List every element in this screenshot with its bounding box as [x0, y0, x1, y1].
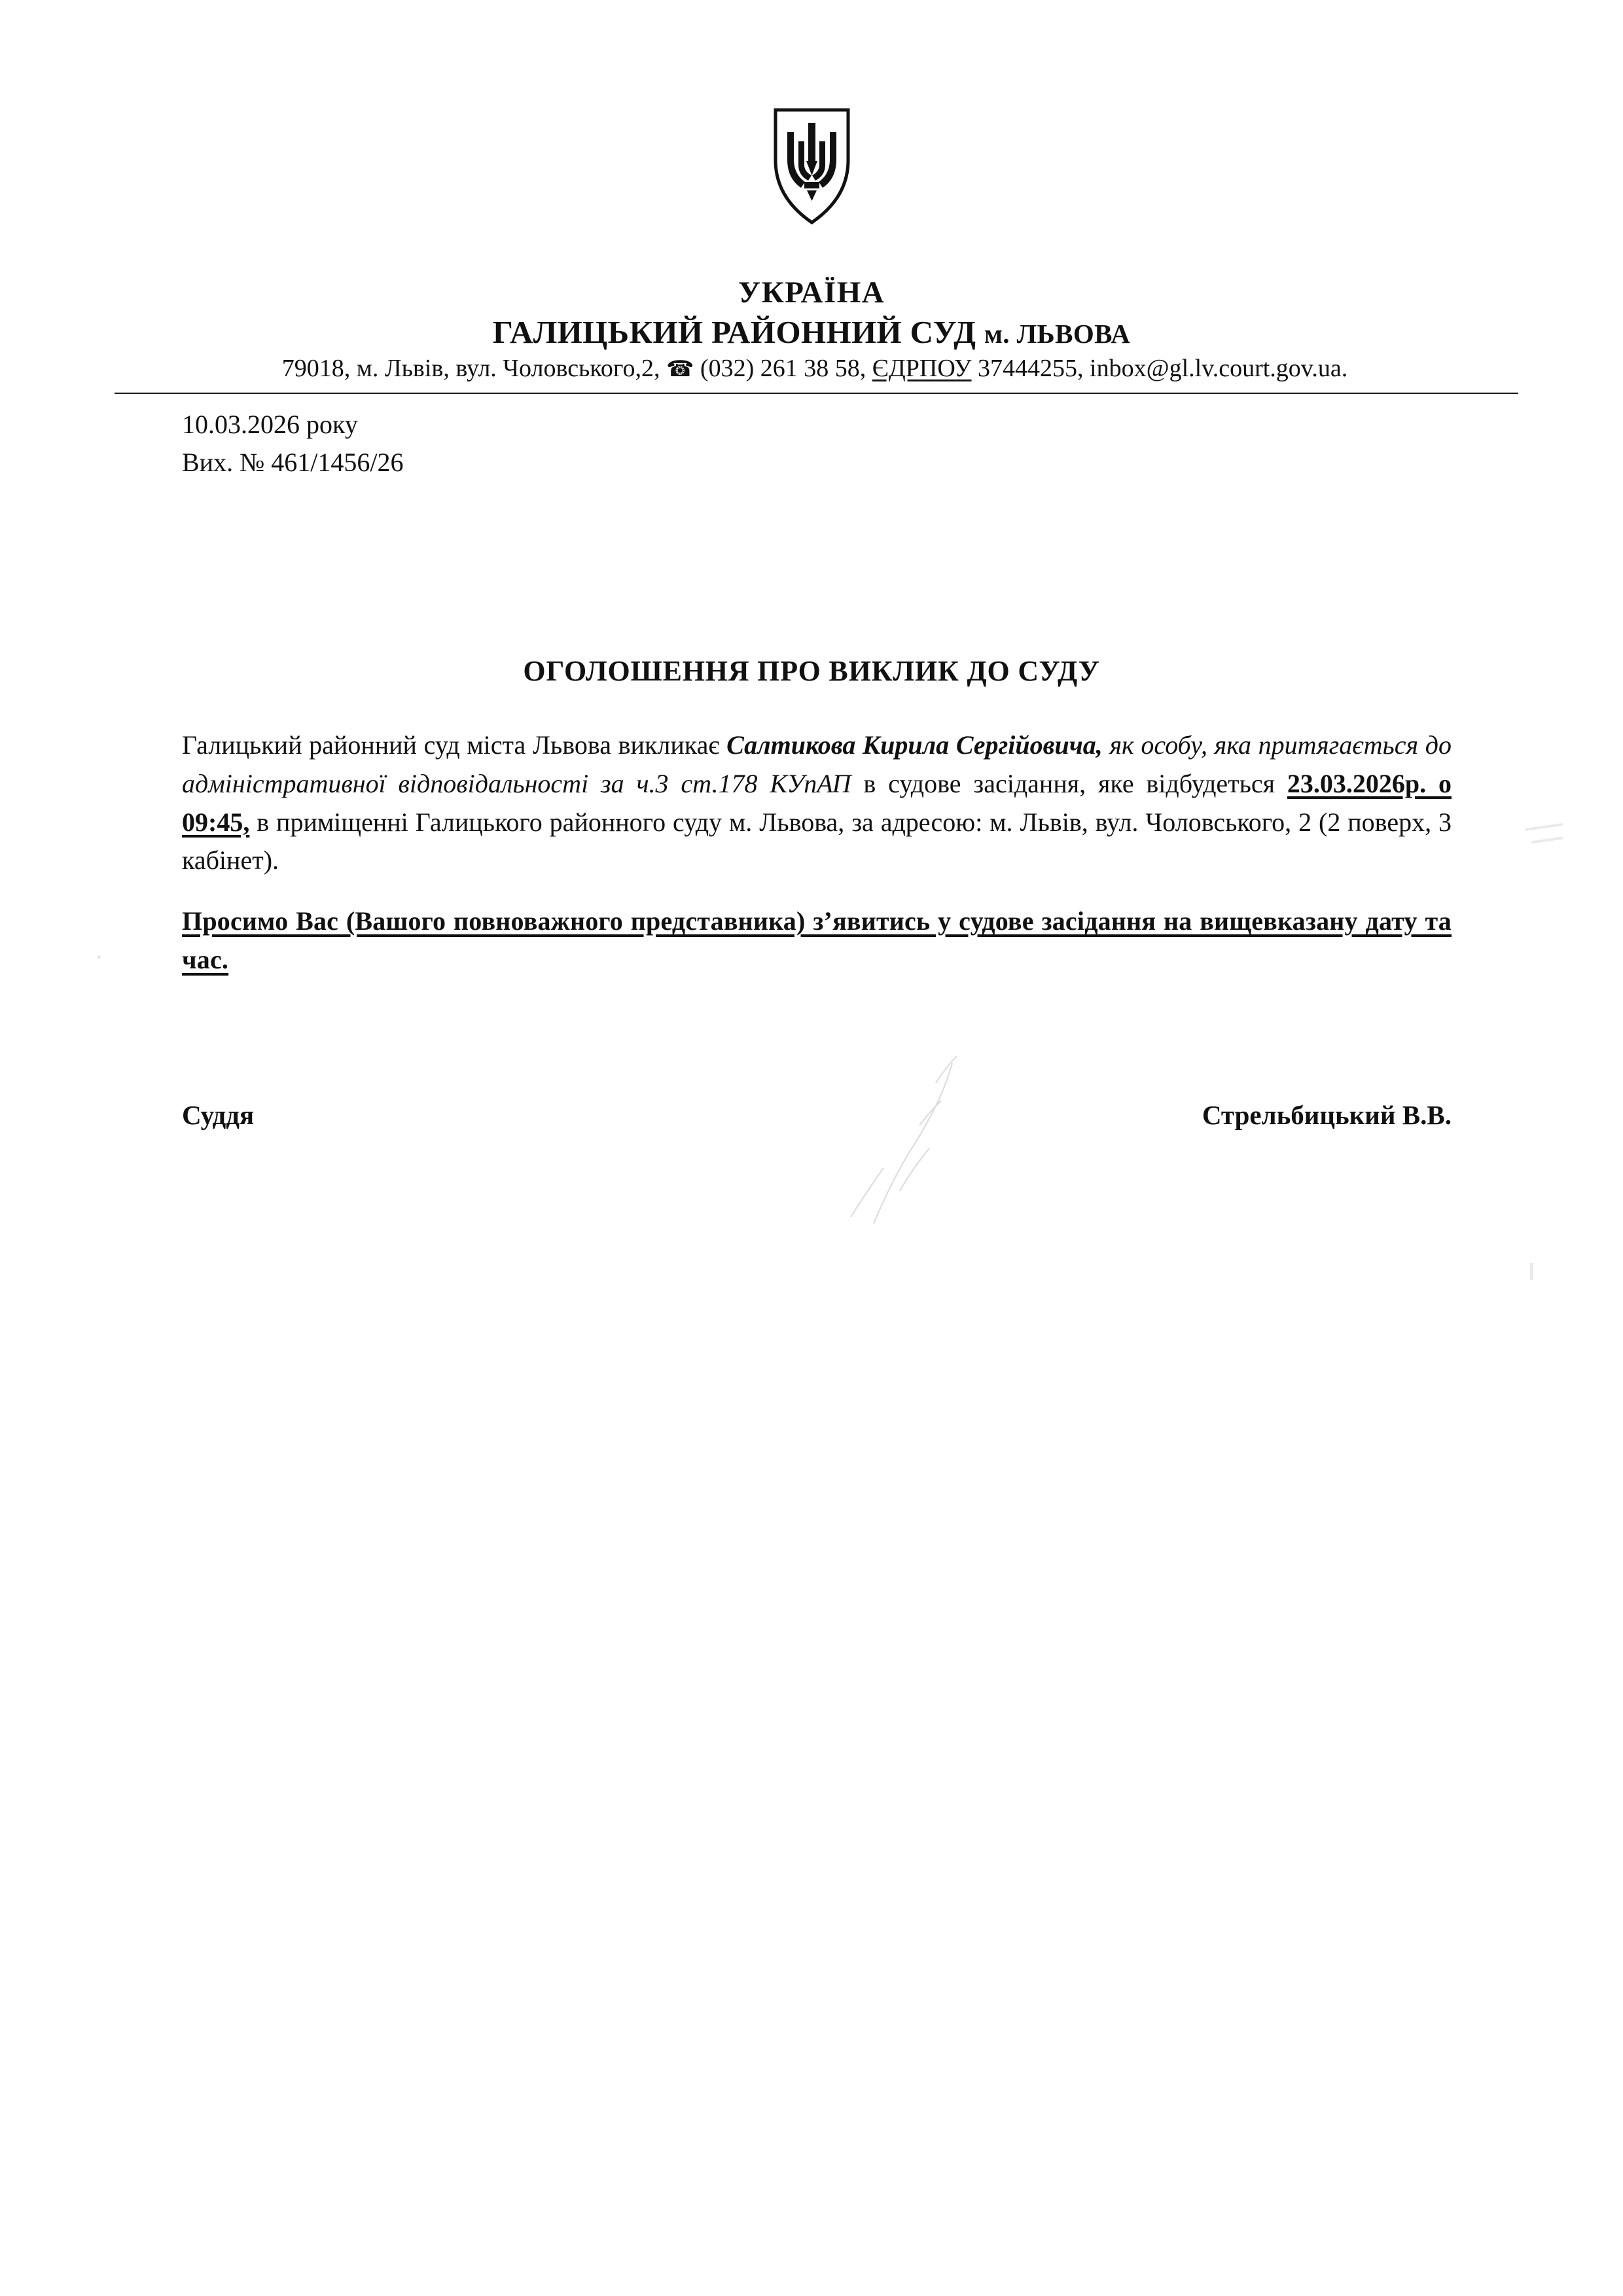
email-address: inbox@gl.lv.court.gov.ua.	[1090, 355, 1348, 382]
outgoing-number: Вих. № 461/1456/26	[182, 448, 404, 477]
paragraph-request: Просимо Вас (Вашого повноважного представника) з’явитись у судове засідання на вищевказану дату та час.	[182, 906, 1452, 974]
document-meta	[182, 406, 403, 482]
summons-mid: в судове засідання, яке відбудеться	[851, 768, 1287, 798]
street-address: Чоловського,2,	[503, 355, 660, 382]
scan-artifact	[97, 955, 101, 959]
letterhead	[0, 275, 1623, 351]
scan-artifact	[1531, 837, 1563, 844]
city: м. Львів,	[356, 355, 450, 382]
telephone-icon: ☎	[666, 357, 694, 381]
paragraph-summons	[182, 726, 1452, 880]
court-contact-line	[111, 353, 1518, 391]
emblem-container	[0, 98, 1623, 229]
summons-lead: Галицький районний суд міста Львова викликає	[182, 730, 727, 760]
scan-artifact	[1525, 823, 1563, 831]
postal-code: 79018,	[281, 355, 351, 382]
hearing-datetime: 23.03.2026р. о 09:45,	[182, 768, 1452, 837]
signature-row	[182, 1099, 1452, 1131]
street-label: вул.	[455, 355, 497, 382]
handwritten-signature-mark	[838, 1027, 1014, 1243]
document-date: 10.03.2026 року	[182, 410, 358, 439]
summons-basis: як особу, яка притягається до адміністративної відповідальності за ч.3 ст.178 КУпАП	[182, 730, 1452, 798]
summoned-person-name: Салтикова Кирила Сергійовича,	[726, 730, 1103, 760]
page-title: ОГОЛОШЕННЯ ПРО ВИКЛИК ДО СУДУ	[523, 655, 1100, 687]
court-name	[0, 313, 1623, 351]
judge-role-label: Суддя	[182, 1100, 255, 1130]
ukraine-trident-emblem	[768, 98, 856, 229]
registry-code: 37444255,	[978, 355, 1084, 382]
registry-label: ЄДРПОУ	[872, 355, 972, 382]
judge-name: Стрельбицький В.В.	[1202, 1100, 1452, 1130]
document-body	[182, 726, 1452, 1002]
phone-number: (032) 261 38 58,	[700, 355, 866, 382]
court-name-main: ГАЛИЦЬКИЙ РАЙОННИЙ СУД	[492, 314, 976, 351]
summons-location: в приміщенні Галицького районного суду м. Львова, за адресою: м. Львів, вул. Чоловського, 2 (2 поверх, 3 кабінет).	[182, 807, 1452, 875]
country-name: УКРАЇНА	[738, 275, 885, 309]
header-divider	[115, 393, 1518, 394]
court-name-city: м. ЛЬВОВА	[984, 319, 1131, 349]
scan-artifact	[1530, 1263, 1533, 1280]
